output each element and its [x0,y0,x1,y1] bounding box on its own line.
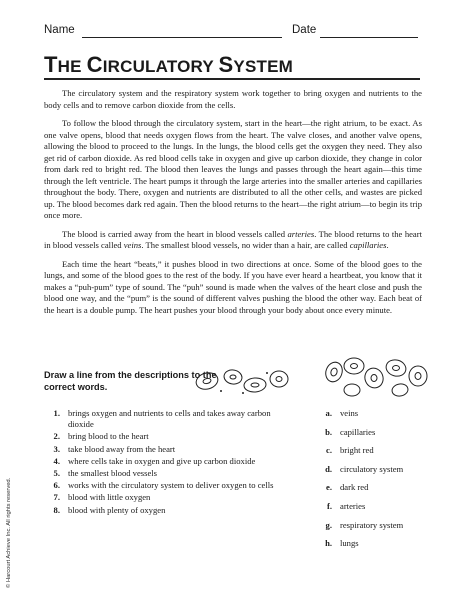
answer-item[interactable]: g. respiratory system [325,519,404,530]
page-title: THE CIRCULATORY SYSTEM [44,52,293,77]
blood-cells-illustration [322,352,432,402]
title-bar [44,50,420,80]
answer-item[interactable]: f. arteries [326,500,366,511]
paragraph-vessels: The blood is carried away from the heart in blood vessels called arteries. The blood returns to the heart in blood vessels called veins. The smallest blood vessels, no wider than a hair, are called capillaries. [44,228,422,250]
name-label: Name [44,24,75,36]
answers-list [318,408,428,557]
list-item[interactable]: 5. the smallest blood vessels [53,468,158,479]
list-item[interactable]: 3. take blood away from the heart [53,443,176,454]
title-rule [44,78,420,80]
worksheet-header [44,24,418,40]
answer-item[interactable]: h. lungs [325,538,359,549]
date-line[interactable] [320,37,418,38]
list-item[interactable]: 2. bring blood to the heart [53,431,149,442]
reading-passage [44,88,422,316]
paragraph: Each time the heart “beats,” it pushes blood in two directions at once. Some of the blood goes to the lungs, and some of the blood goes to the rest of the body. If you have ever heard a heartbeat, you know that it makes a “puh-pum” type of sound. The “puh” sound is made when the valves of the heart close and push the blood one way, and the “pum” is the sound of different valves pushing the blood the other way. Each beat of the heart is a double pump. The heart pushes your blood through your body about once every minute. [44,258,422,315]
paragraph: The circulatory system and the respiratory system work together to bring oxygen and nutrients to the body cells and to remove carbon dioxide from the cells. [44,88,422,110]
list-item[interactable]: 1. brings oxygen and nutrients to cells and takes away carbon dioxide [53,408,271,430]
answer-item[interactable]: b. capillaries [325,426,376,437]
paragraph: To follow the blood through the circulatory system, start in the heart—the right atrium, to be exact. As one valve opens, blood that needs oxygen flows from the heart. The valve closes, and another valve opens, allowing the blood to proceed to the lungs. In the lungs, the blood cells get the oxygen they need. They also get rid of carbon dioxide. As red blood cells take in oxygen and give up carbon dioxide, they change in color from dark red to bright red. The blood then leaves the lungs and passes through the heart again—this time through the left ventricle. The heart pumps it through the large arteries into the smaller arteries and capillaries throughout the body. There, oxygen and nutrients are distributed to all the other cells, and wastes are picked up. The blood becomes dark red again. Then the blood returns to the heart—the right atrium—to begin its trip once more. [44,118,422,220]
list-item[interactable]: 8. blood with plenty of oxygen [53,504,166,515]
instructions: Draw a line from the descriptions to the correct words. [44,370,217,392]
copyright-notice: © Harcourt Achieve Inc. All rights reserved. [6,477,12,588]
descriptions-list [44,408,294,517]
answer-item[interactable]: e. dark red [326,482,369,493]
date-label: Date [292,24,317,36]
answer-item[interactable]: a. veins [325,408,359,418]
answer-item[interactable]: d. circulatory system [325,463,404,474]
list-item[interactable]: 4. where cells take in oxygen and give up carbon dioxide [53,455,256,466]
name-line[interactable] [82,37,282,38]
list-item[interactable]: 7. blood with little oxygen [53,492,151,503]
answer-item[interactable]: c. bright red [326,445,374,456]
list-item[interactable]: 6. works with the circulatory system to deliver oxygen to cells [53,480,274,491]
